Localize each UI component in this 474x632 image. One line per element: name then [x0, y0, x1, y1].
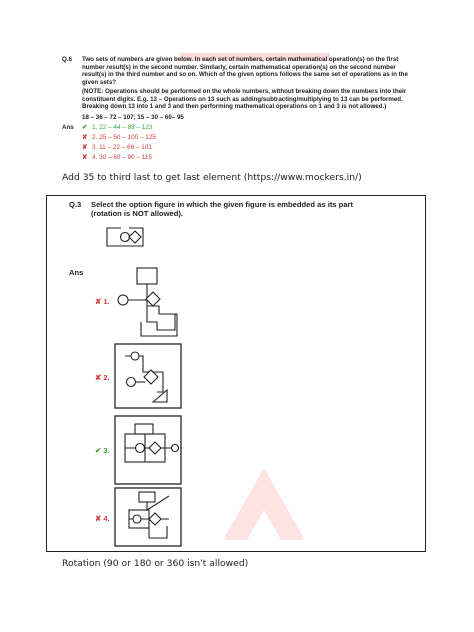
- question-3: [69, 200, 419, 218]
- question-number: Q.6: [62, 56, 72, 63]
- option-4-figure: [113, 486, 193, 550]
- check-icon: ✔: [82, 124, 88, 131]
- cross-icon: ✘: [82, 154, 88, 161]
- cross-icon: ✘: [95, 373, 102, 382]
- option-3-figure: [113, 414, 193, 490]
- explanation-note: Add 35 to third last to get last element (https://www.mockers.in/): [62, 172, 362, 183]
- option-1-label: ✘ 1.: [95, 297, 110, 306]
- question-note: (NOTE: Operations should be performed on the whole numbers, without breaking down the numbers into their constituent digits. E.g. 13 – Operations on 13 such as adding/subtracting/multiplying to 13 can be performed. Breaking down 13 into 1 and 3 and then performing mathematical operations on 1 and 3 is not allowed.): [82, 88, 407, 111]
- number-sequence: 18 – 36 – 72 – 107; 15 – 30 – 60– 95: [82, 114, 184, 121]
- option-1: ✔ 1. 22 – 44 – 88 – 123: [82, 124, 153, 131]
- option-3: ✘ 3. 11 – 22 – 66 – 101: [82, 144, 152, 151]
- option-3-label: ✔ 3.: [95, 446, 110, 455]
- rotation-note: Rotation (90 or 180 or 360 isn't allowed): [62, 558, 249, 569]
- option-2-figure: [113, 342, 193, 414]
- check-icon: ✔: [95, 446, 102, 455]
- cross-icon: ✘: [82, 134, 88, 141]
- watermark-logo-icon: [219, 464, 309, 544]
- question-text: Two sets of numbers are given below. In each set of numbers, certain mathematical operation(s) on the first number result(s) in the second number. Similarly, certain mathematical operation(s) on the second number result(s) in the third number and so on. Which of the given options follows the same set of operations as in the given sets?: [82, 56, 408, 86]
- question-text-line2: (rotation is NOT allowed).: [91, 209, 183, 218]
- option-2: ✘ 2. 25 – 50 – 100 – 125: [82, 134, 156, 141]
- option-1-figure: [113, 266, 193, 342]
- option-4: ✘ 4. 30 – 60 – 90 – 115: [82, 154, 152, 161]
- cross-icon: ✘: [95, 514, 102, 523]
- answer-label: Ans: [69, 268, 84, 277]
- cross-icon: ✘: [95, 297, 102, 306]
- question-number: Q.3: [69, 200, 82, 209]
- given-figure: [103, 224, 147, 250]
- answer-label: Ans: [62, 124, 74, 131]
- option-2-label: ✘ 2.: [95, 373, 110, 382]
- question-text-line1: Select the option figure in which the given figure is embedded as its part: [91, 200, 354, 209]
- option-4-label: ✘ 4.: [95, 514, 110, 523]
- cross-icon: ✘: [82, 144, 88, 151]
- question-3-panel: [46, 195, 426, 552]
